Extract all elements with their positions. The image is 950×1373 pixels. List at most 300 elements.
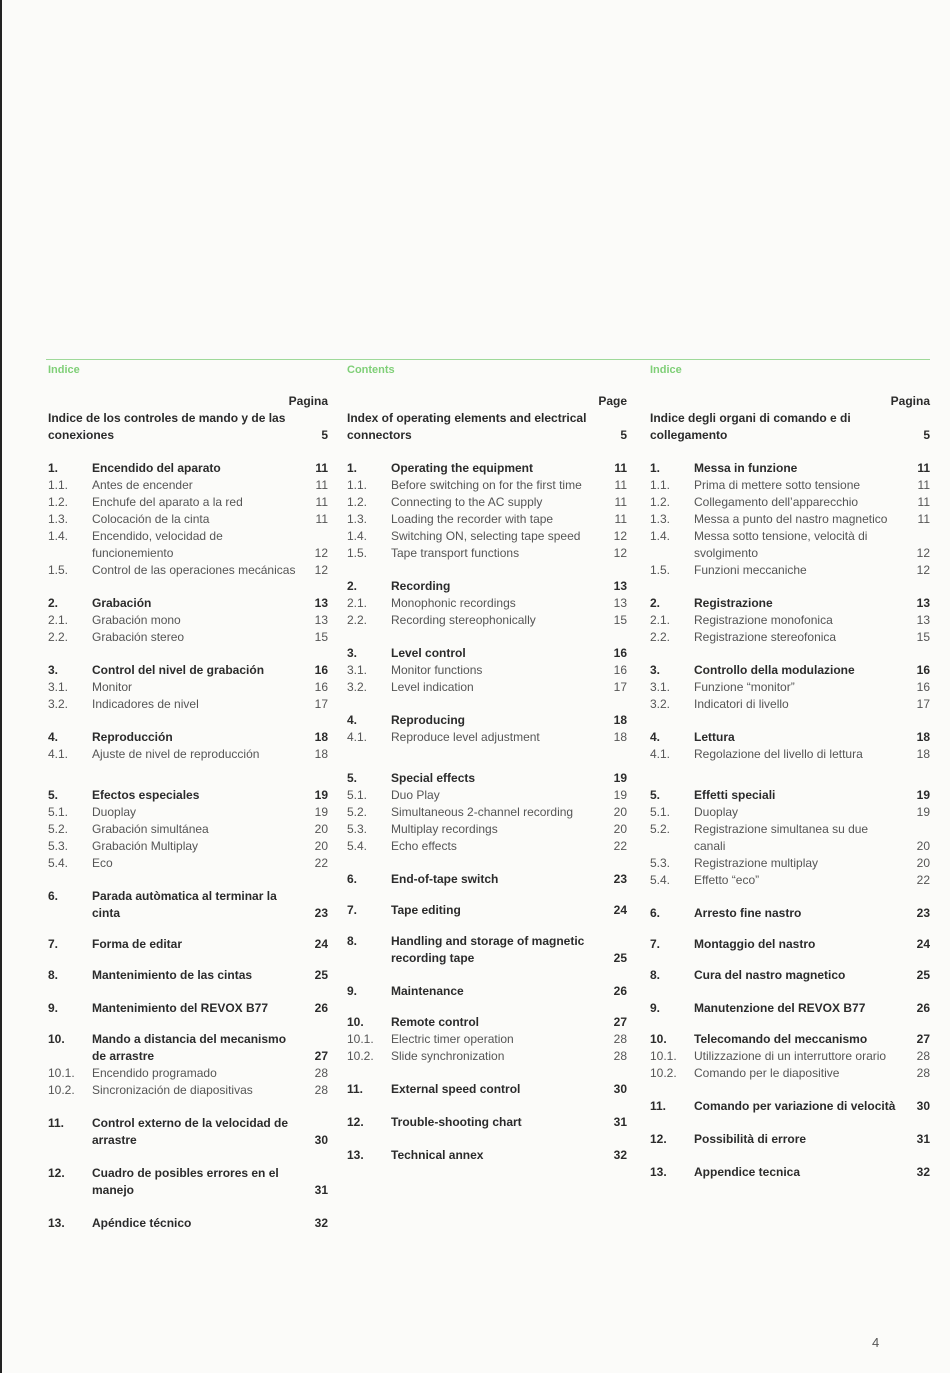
entry-number: 4.1. <box>650 747 671 761</box>
entry-number: 10. <box>48 1032 65 1046</box>
toc-section-entry <box>48 1031 328 1065</box>
entry-page: 24 <box>916 937 930 951</box>
toc-subsection-entry <box>48 612 328 629</box>
toc-subsection-entry <box>48 804 328 821</box>
entry-page: 27 <box>916 1032 930 1046</box>
toc-subsection-entry <box>48 629 328 646</box>
entry-title: Indicadores de nivel <box>92 697 199 711</box>
entry-page: 30 <box>613 1082 627 1096</box>
entry-page: 13 <box>314 613 328 627</box>
toc-section-group <box>650 967 930 984</box>
entry-title: External speed control <box>391 1082 521 1096</box>
entry-title: Grabación <box>92 596 152 610</box>
entry-number: 5.4. <box>650 873 671 887</box>
toc-section-entry <box>347 1114 627 1131</box>
entry-number: 4. <box>347 713 358 727</box>
toc-section-entry <box>48 787 328 804</box>
entry-number: 1.2. <box>48 495 69 509</box>
entry-page: 31 <box>613 1115 627 1129</box>
toc-intro-entry <box>347 410 627 444</box>
toc-section-group <box>48 787 328 872</box>
toc-section-group <box>650 595 930 646</box>
toc-section-entry <box>48 595 328 612</box>
entry-title: Indice de los controles de mando y de las conexiones <box>48 411 286 442</box>
toc-subsection-entry <box>347 545 627 562</box>
entry-page: 26 <box>314 1001 328 1015</box>
entry-page: 27 <box>314 1049 328 1063</box>
entry-page: 18 <box>916 747 930 761</box>
entry-number: 1.4. <box>650 529 671 543</box>
toc-section-group <box>650 1131 930 1148</box>
entry-page: 12 <box>314 546 328 560</box>
toc-subsection-entry <box>48 1082 328 1099</box>
entry-title: Eco <box>92 856 113 870</box>
toc-section-group <box>347 1081 627 1098</box>
entry-page: 19 <box>916 805 930 819</box>
entry-title: Control externo de la velocidad de arrastre <box>92 1116 289 1147</box>
entry-number: 3. <box>48 663 59 677</box>
entry-title: Parada autòmatica al terminar la cinta <box>92 889 277 920</box>
entry-page: 26 <box>916 1001 930 1015</box>
entry-title: Recording <box>391 579 451 593</box>
entry-number: 10. <box>347 1015 364 1029</box>
entry-number: 1.1. <box>48 478 69 492</box>
toc-section-group <box>48 1165 328 1199</box>
toc-section-group <box>650 936 930 953</box>
entry-page: 28 <box>314 1083 328 1097</box>
entry-page: 11 <box>315 512 328 526</box>
entry-title: Mantenimiento del REVOX B77 <box>92 1001 269 1015</box>
entry-number: 5.1. <box>347 788 368 802</box>
entry-number: 2.1. <box>48 613 69 627</box>
toc-subsection-entry <box>650 804 930 821</box>
entry-title: Duoplay <box>92 805 137 819</box>
entry-title: Manutenzione del REVOX B77 <box>694 1001 866 1015</box>
toc-section-group <box>48 1031 328 1099</box>
entry-title: Indicatori di livello <box>694 697 789 711</box>
toc-section-entry <box>347 1081 627 1098</box>
entry-title: Controllo della modulazione <box>694 663 855 677</box>
entry-title: Level indication <box>391 680 474 694</box>
entry-title: Indice degli organi di comando e di collegamento <box>650 411 851 442</box>
entry-page: 31 <box>314 1183 328 1197</box>
entry-title: Messa a punto del nastro magnetico <box>694 512 888 526</box>
entry-number: 4. <box>48 730 59 744</box>
entry-title: Encendido programado <box>92 1066 217 1080</box>
entry-page: 25 <box>916 968 930 982</box>
toc-section-group <box>650 729 930 763</box>
entry-page: 22 <box>613 839 627 853</box>
entry-page: 11 <box>315 461 328 475</box>
entry-number: 1.5. <box>650 563 671 577</box>
toc-section-entry <box>347 1147 627 1164</box>
entry-page: 19 <box>613 788 627 802</box>
entry-number: 10.2. <box>347 1049 374 1063</box>
toc-section-entry <box>650 787 930 804</box>
entry-page: 12 <box>613 529 627 543</box>
entry-number: 13. <box>48 1216 65 1230</box>
entry-page: 28 <box>916 1049 930 1063</box>
entry-title: Registrazione <box>694 596 773 610</box>
entry-title: Echo effects <box>391 839 457 853</box>
toc-subsection-entry <box>48 494 328 511</box>
entry-number: 5.3. <box>48 839 69 853</box>
page-column-label: Pagina <box>288 394 328 408</box>
entry-title: Control de las operaciones mecánicas <box>92 563 296 577</box>
entry-page: 32 <box>314 1216 328 1230</box>
entry-title: Index of operating elements and electrical connectors <box>347 411 587 442</box>
entry-number: 5.4. <box>48 856 69 870</box>
entry-title: Simultaneous 2-channel recording <box>391 805 574 819</box>
toc-section-group <box>48 936 328 953</box>
toc-subsection-entry <box>48 562 328 579</box>
entry-title: Effetti speciali <box>694 788 776 802</box>
entry-number: 9. <box>48 1001 59 1015</box>
entry-number: 8. <box>48 968 59 982</box>
entry-number: 6. <box>48 889 59 903</box>
toc-column-it <box>650 364 930 1181</box>
toc-section-entry <box>650 1031 930 1048</box>
toc-subsection-entry <box>650 821 930 855</box>
entry-title: Apéndice técnico <box>92 1216 192 1230</box>
entry-number: 10.1. <box>347 1032 374 1046</box>
toc-section-entry <box>650 905 930 922</box>
entry-number: 11. <box>48 1116 65 1130</box>
toc-section-entry <box>48 1165 328 1199</box>
toc-subsection-entry <box>347 1048 627 1065</box>
entry-number: 10. <box>650 1032 667 1046</box>
toc-section-group <box>650 1031 930 1082</box>
toc-section-group <box>347 712 627 746</box>
toc-subsection-entry <box>48 679 328 696</box>
entry-title: Tape editing <box>391 903 461 917</box>
entry-page: 11 <box>917 495 930 509</box>
entry-page: 12 <box>314 563 328 577</box>
toc-section-group <box>650 1164 930 1181</box>
entry-number: 5. <box>48 788 59 802</box>
toc-column-en <box>347 364 627 1164</box>
entry-page: 18 <box>613 713 627 727</box>
entry-page: 20 <box>916 856 930 870</box>
toc-section-group <box>347 770 627 855</box>
entry-page: 22 <box>314 856 328 870</box>
entry-title: Slide synchronization <box>391 1049 505 1063</box>
entry-number: 1.4. <box>347 529 368 543</box>
toc-section-entry <box>48 1000 328 1017</box>
entry-title: Grabación Multiplay <box>92 839 199 853</box>
toc-section-entry <box>650 729 930 746</box>
entry-number: 5.3. <box>650 856 671 870</box>
entry-page: 23 <box>916 906 930 920</box>
toc-section-group <box>48 888 328 922</box>
toc-subsection-entry <box>48 838 328 855</box>
toc-section-entry <box>650 595 930 612</box>
entry-title: Connecting to the AC supply <box>391 495 543 509</box>
entry-title: Registrazione multiplay <box>694 856 819 870</box>
entry-number: 12. <box>48 1166 65 1180</box>
entry-page: 19 <box>916 788 930 802</box>
entry-page: 13 <box>916 613 930 627</box>
entry-number: 12. <box>650 1132 667 1146</box>
entry-page: 16 <box>916 680 930 694</box>
entry-title: Enchufe del aparato a la red <box>92 495 243 509</box>
toc-section-entry <box>650 662 930 679</box>
entry-number: 5.2. <box>650 822 671 836</box>
entry-title: Technical annex <box>391 1148 484 1162</box>
entry-page: 17 <box>314 697 328 711</box>
entry-title: Antes de encender <box>92 478 193 492</box>
entry-page: 12 <box>916 546 930 560</box>
entry-page: 20 <box>314 839 328 853</box>
entry-number: 12. <box>347 1115 364 1129</box>
entry-page: 19 <box>613 771 627 785</box>
entry-title: Collegamento dell’apparecchio <box>694 495 859 509</box>
toc-subsection-entry <box>347 821 627 838</box>
toc-subsection-entry <box>347 1031 627 1048</box>
toc-subsection-entry <box>48 696 328 713</box>
entry-number: 1. <box>347 461 358 475</box>
toc-section-group <box>347 1147 627 1164</box>
entry-title: Regolazione del livello di lettura <box>694 747 863 761</box>
toc-subsection-entry <box>48 528 328 562</box>
toc-subsection-entry <box>48 1065 328 1082</box>
entry-title: Registrazione monofonica <box>694 613 833 627</box>
entry-title: Duo Play <box>391 788 440 802</box>
entry-number: 4.1. <box>48 747 69 761</box>
toc-section-group <box>650 662 930 713</box>
page-column-label: Pagina <box>890 394 930 408</box>
entry-page: 17 <box>613 680 627 694</box>
toc-subsection-entry <box>650 855 930 872</box>
entry-number: 5. <box>650 788 661 802</box>
entry-title: Trouble-shooting chart <box>391 1115 522 1129</box>
entry-number: 2.2. <box>347 613 368 627</box>
toc-section-entry <box>48 936 328 953</box>
toc-section-entry <box>347 770 627 787</box>
entry-page: 27 <box>613 1015 627 1029</box>
entry-page: 15 <box>314 630 328 644</box>
toc-section-entry <box>347 933 627 967</box>
entry-number: 10.1. <box>48 1066 75 1080</box>
entry-number: 3. <box>347 646 358 660</box>
toc-subsection-entry <box>650 528 930 562</box>
entry-number: 5.4. <box>347 839 368 853</box>
entry-page: 18 <box>314 747 328 761</box>
entry-page: 31 <box>916 1132 930 1146</box>
toc-section-entry <box>650 1098 930 1115</box>
toc-intro-entry <box>48 410 328 444</box>
entry-title: Mando a distancia del mecanismo de arrastre <box>92 1032 287 1063</box>
entry-page: 12 <box>916 563 930 577</box>
toc-section-group <box>347 578 627 629</box>
entry-number: 2.2. <box>48 630 69 644</box>
entry-number: 3.1. <box>48 680 69 694</box>
entry-title: Switching ON, selecting tape speed <box>391 529 581 543</box>
entry-page: 11 <box>917 461 930 475</box>
toc-section-group <box>347 933 627 967</box>
toc-section-entry <box>347 712 627 729</box>
toc-section-group <box>48 1000 328 1017</box>
entry-page: 28 <box>916 1066 930 1080</box>
entry-number: 8. <box>650 968 661 982</box>
entry-title: Comando per variazione di velocità <box>694 1099 896 1113</box>
entry-title: Lettura <box>694 730 735 744</box>
page-edge <box>0 0 2 1373</box>
entry-number: 6. <box>650 906 661 920</box>
toc-subsection-entry <box>650 746 930 763</box>
toc-subsection-entry <box>650 477 930 494</box>
toc-section-entry <box>48 729 328 746</box>
entry-page: 28 <box>314 1066 328 1080</box>
entry-title: Grabación stereo <box>92 630 185 644</box>
toc-section-group <box>347 902 627 919</box>
entry-page: 5 <box>321 428 328 442</box>
entry-page: 20 <box>613 822 627 836</box>
toc-section-entry <box>347 645 627 662</box>
entry-page: 24 <box>314 937 328 951</box>
entry-title: Before switching on for the first time <box>391 478 582 492</box>
entry-page: 16 <box>916 663 930 677</box>
entry-title: Cuadro de posibles errores en el manejo <box>92 1166 279 1197</box>
entry-title: Electric timer operation <box>391 1032 514 1046</box>
entry-page: 19 <box>314 788 328 802</box>
toc-subsection-entry <box>347 729 627 746</box>
entry-page: 11 <box>917 512 930 526</box>
entry-number: 5.2. <box>48 822 69 836</box>
green-divider <box>46 359 930 360</box>
toc-subsection-entry <box>347 662 627 679</box>
toc-subsection-entry <box>347 612 627 629</box>
toc-section-entry <box>650 1164 930 1181</box>
entry-page: 32 <box>916 1165 930 1179</box>
toc-subsection-entry <box>650 562 930 579</box>
entry-title: Comando per le diapositive <box>694 1066 840 1080</box>
entry-number: 7. <box>650 937 661 951</box>
toc-section-group <box>347 645 627 696</box>
entry-number: 9. <box>347 984 358 998</box>
entry-page: 24 <box>613 903 627 917</box>
entry-number: 1.2. <box>347 495 368 509</box>
entry-number: 7. <box>347 903 358 917</box>
entry-page: 11 <box>315 478 328 492</box>
entry-title: Possibilità di errore <box>694 1132 807 1146</box>
entry-number: 2. <box>48 596 59 610</box>
entry-title: Messa sotto tensione, velocità di svolgimento <box>694 529 868 560</box>
toc-section-group <box>347 871 627 888</box>
entry-title: Arresto fine nastro <box>694 906 802 920</box>
column-heading: Indice <box>48 364 80 376</box>
entry-title: Effetto “eco” <box>694 873 760 887</box>
toc-subsection-entry <box>650 494 930 511</box>
entry-page: 26 <box>613 984 627 998</box>
toc-section-entry <box>650 1000 930 1017</box>
entry-title: Reproducción <box>92 730 173 744</box>
entry-title: Funzioni meccaniche <box>694 563 807 577</box>
entry-page: 15 <box>916 630 930 644</box>
toc-section-group <box>48 595 328 646</box>
entry-title: Messa in funzione <box>694 461 798 475</box>
entry-title: Reproduce level adjustment <box>391 730 540 744</box>
toc-section-group <box>48 1115 328 1149</box>
toc-subsection-entry <box>650 696 930 713</box>
toc-section-group <box>650 905 930 922</box>
page-number: 4 <box>872 1335 880 1350</box>
toc-subsection-entry <box>347 787 627 804</box>
entry-title: Monitor functions <box>391 663 483 677</box>
entry-page: 11 <box>614 512 627 526</box>
entry-title: Telecomando del meccanismo <box>694 1032 868 1046</box>
entry-title: Registrazione stereofonica <box>694 630 837 644</box>
entry-title: Registrazione simultanea su due canali <box>694 822 869 853</box>
toc-subsection-entry <box>347 804 627 821</box>
toc-section-group <box>347 983 627 1000</box>
entry-title: Forma de editar <box>92 937 183 951</box>
toc-section-group <box>48 1215 328 1232</box>
entry-number: 10.2. <box>48 1083 75 1097</box>
entry-page: 16 <box>613 663 627 677</box>
toc-section-group <box>347 460 627 562</box>
entry-page: 23 <box>613 872 627 886</box>
entry-title: Duoplay <box>694 805 739 819</box>
entry-number: 3. <box>650 663 661 677</box>
entry-number: 9. <box>650 1001 661 1015</box>
entry-number: 3.2. <box>48 697 69 711</box>
entry-page: 20 <box>916 839 930 853</box>
entry-title: Prima di mettere sotto tensione <box>694 478 861 492</box>
entry-number: 5.3. <box>347 822 368 836</box>
entry-title: Colocación de la cinta <box>92 512 210 526</box>
entry-number: 7. <box>48 937 59 951</box>
entry-number: 3.2. <box>347 680 368 694</box>
entry-page: 15 <box>613 613 627 627</box>
entry-page: 16 <box>314 663 328 677</box>
entry-number: 1.5. <box>48 563 69 577</box>
entry-number: 1.1. <box>347 478 368 492</box>
entry-title: Mantenimiento de las cintas <box>92 968 253 982</box>
toc-section-entry <box>48 888 328 922</box>
entry-page: 11 <box>614 461 627 475</box>
toc-section-group <box>347 1014 627 1065</box>
entry-page: 32 <box>613 1148 627 1162</box>
entry-number: 1.1. <box>650 478 671 492</box>
toc-subsection-entry <box>347 511 627 528</box>
entry-title: Tape transport functions <box>391 546 520 560</box>
entry-number: 3.2. <box>650 697 671 711</box>
toc-section-entry <box>48 967 328 984</box>
entry-number: 1.3. <box>347 512 368 526</box>
entry-title: Monitor <box>92 680 133 694</box>
entry-title: Remote control <box>391 1015 480 1029</box>
entry-number: 10.2. <box>650 1066 677 1080</box>
entry-number: 4.1. <box>347 730 368 744</box>
toc-column-es <box>48 364 328 1232</box>
toc-section-group <box>48 460 328 579</box>
entry-number: 1.3. <box>650 512 671 526</box>
entry-title: Montaggio del nastro <box>694 937 816 951</box>
entry-page: 5 <box>923 428 930 442</box>
toc-section-entry <box>650 967 930 984</box>
entry-number: 1. <box>650 461 661 475</box>
toc-section-group <box>48 729 328 763</box>
entry-number: 3.1. <box>650 680 671 694</box>
entry-title: Cura del nastro magnetico <box>694 968 846 982</box>
entry-title: Grabación mono <box>92 613 181 627</box>
entry-number: 4. <box>650 730 661 744</box>
entry-title: Grabación simultánea <box>92 822 209 836</box>
entry-title: Efectos especiales <box>92 788 200 802</box>
entry-page: 16 <box>613 646 627 660</box>
toc-subsection-entry <box>650 679 930 696</box>
